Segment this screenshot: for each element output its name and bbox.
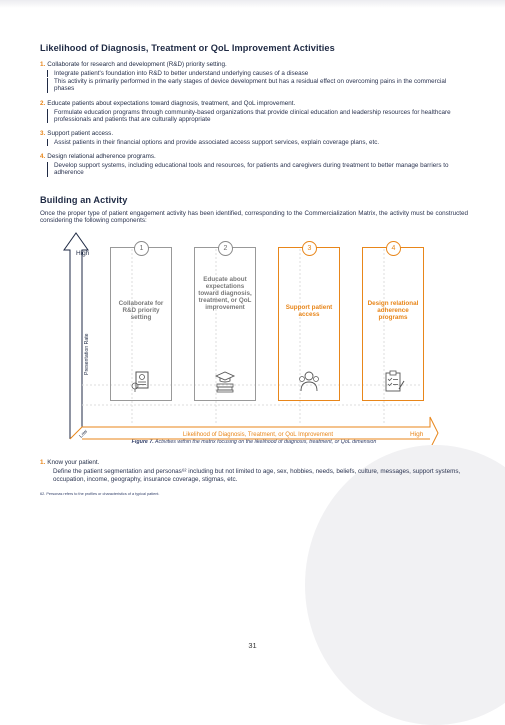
list-item-title — [40, 100, 468, 108]
list-number: 1. — [40, 61, 46, 68]
list-number: 3. — [40, 130, 46, 138]
y-high-label: High — [76, 249, 90, 257]
graduation-books-icon — [213, 369, 237, 393]
column-number: 3 — [302, 241, 317, 256]
people-support-icon — [297, 369, 321, 393]
list-item-4 — [40, 153, 468, 176]
section-title-building: Building an Activity — [40, 194, 128, 205]
list-item-text: Educate patients about expectations toward diagnosis, treatment, and QoL improvement. — [47, 99, 296, 107]
list-number: 4. — [40, 153, 46, 161]
column-text: Support patient access — [285, 303, 333, 318]
list-item-title — [40, 153, 468, 161]
activity-column-3 — [278, 244, 340, 401]
column-text: Design relational adherence programs — [367, 299, 419, 321]
page-number: 31 — [248, 641, 257, 650]
list-item-3 — [40, 130, 468, 146]
list-number: 1. — [40, 458, 46, 466]
x-high-label: High — [410, 430, 424, 438]
research-document-icon — [129, 369, 153, 393]
section-title-likelihood: Likelihood of Diagnosis, Treatment or QoL Improvement Activities — [40, 43, 335, 53]
column-number: 1 — [134, 241, 149, 256]
list-item-title — [40, 459, 468, 467]
column-text: Collaborate for R&D priority setting — [118, 299, 164, 321]
page-content — [40, 40, 468, 496]
list-item-text: Collaborate for research and development (R&D) priority setting. — [47, 61, 227, 68]
list-item-text: Know your patient. — [47, 458, 100, 466]
sub-item: Define the patient segmentation and personas⁶² including but not limited to age, sex, hobbies, needs, beliefs, culture, messages, support systems, occupation, income, geography, insurance coverage, stigmas, etc. — [53, 467, 461, 483]
column-number: 4 — [386, 241, 401, 256]
caption-label: Figure 7. — [131, 438, 154, 445]
footnote: 62. Personas refers to the profiles or characteristics of a typical patient. — [40, 491, 160, 496]
column-number: 2 — [218, 241, 233, 256]
list-number: 2. — [40, 99, 46, 107]
column-text: Educate about expectations toward diagnosis, treatment, or QoL improvement — [198, 275, 252, 311]
sub-item: Formulate education programs through community-based organizations that provide clinical education and leadership resources for healthcare professionals and patients that are culturally appropriate — [47, 109, 468, 123]
list-item-text: Design relational adherence programs. — [47, 153, 156, 161]
x-axis-label: Likelihood of Diagnosis, Treatment, or QoL Improvement — [182, 431, 334, 438]
sub-item: Integrate patient's foundation into R&D to better understand underlying causes of a disease — [47, 70, 468, 77]
caption-text: Activities within the matrix focusing on the likelihood of diagnosis, treatment, or QoL dimension — [155, 438, 377, 445]
sub-item: Assist patients in their financial options and provide associated access support services, explain coverage plans, etc. — [47, 139, 468, 146]
activity-column-1 — [110, 244, 172, 401]
list-item-know-patient — [40, 459, 468, 484]
list-item-title — [40, 61, 468, 69]
matrix-diagram — [40, 225, 468, 445]
list-item-text: Support patient access. — [47, 130, 114, 138]
y-axis-label: Presentation Rate — [84, 333, 90, 375]
activity-column-4 — [362, 244, 424, 401]
list-item-title — [40, 130, 468, 138]
sub-item: Develop support systems, including educational tools and resources, for patients and caregivers during treatment to better manage barriers to adherence — [47, 162, 468, 176]
list-item-1 — [40, 61, 468, 93]
list-item-2 — [40, 100, 468, 123]
clipboard-checklist-icon — [381, 369, 405, 393]
activity-column-2 — [194, 244, 256, 401]
top-edge-shadow — [0, 0, 505, 8]
sub-item: This activity is primarily performed in the early stages of device development but has a residual effect on overcoming pains in the commercial phases — [47, 78, 468, 92]
intro-paragraph: Once the proper type of patient engagement activity has been identified, corresponding to the Commercialization Matrix, the activity must be constructed considering the following components: — [40, 209, 468, 225]
y-low-label: Low — [78, 428, 89, 440]
x-axis-arrow — [70, 417, 438, 445]
